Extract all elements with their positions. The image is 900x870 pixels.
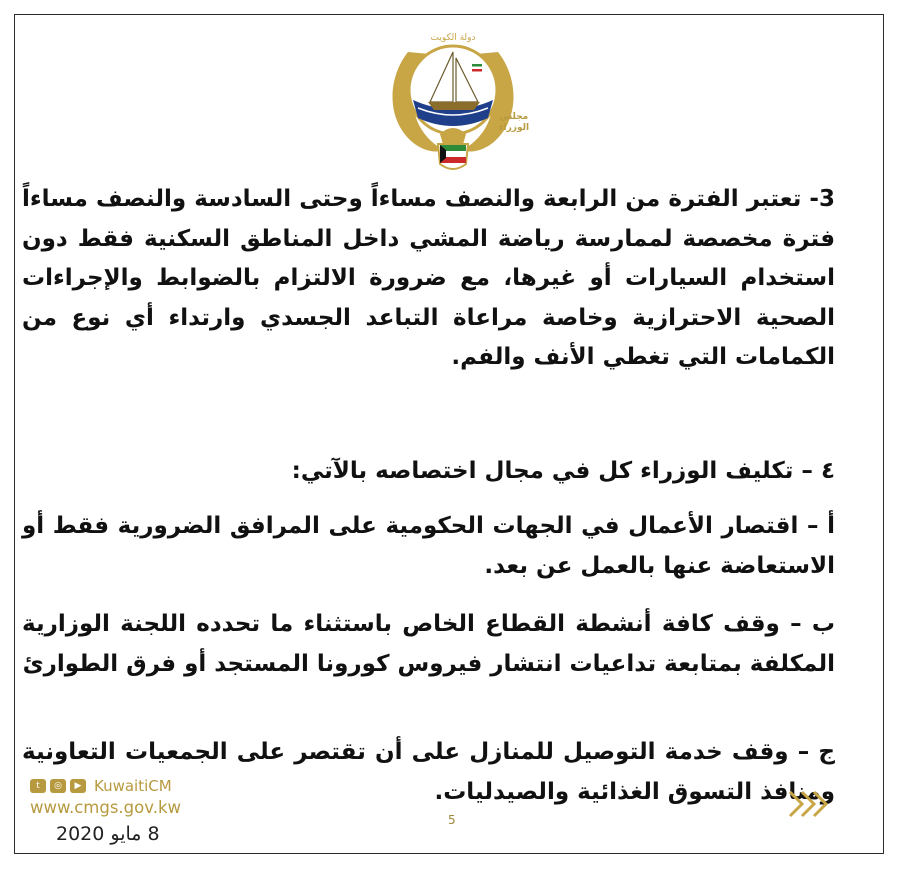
- publish-date: 8 مايو 2020: [56, 823, 160, 845]
- social-links: [30, 775, 220, 797]
- clause-4-item-a: أ – اقتصار الأعمال في الجهات الحكومية على المرافق الضرورية فقط أو الاستعاضة عنها بالعمل عن بعد.: [22, 513, 835, 579]
- twitter-icon[interactable]: t: [30, 779, 46, 793]
- chevrons-icon: [786, 788, 830, 820]
- clause-4-item-b: ب – وقف كافة أنشطة القطاع الخاص باستثناء ما تحدده اللجنة الوزارية المكلفة بمتابعة تداعيات انتشار فيروس كورونا المستجد أو فرق الطوارئ: [22, 611, 835, 677]
- clause-4-heading: ٤ – تكليف الوزراء كل في مجال اختصاصه بالآتي:: [291, 458, 835, 484]
- youtube-icon[interactable]: ▶: [70, 779, 86, 793]
- emblem-top-label: دولة الكويت: [430, 33, 476, 43]
- footer: [30, 775, 220, 845]
- website-link[interactable]: www.cmgs.gov.kw: [30, 798, 182, 817]
- social-handle[interactable]: KuwaitiCM: [94, 777, 172, 795]
- clause-3-paragraph: 3- تعتبر الفترة من الرابعة والنصف مساءاً وحتى السادسة والنصف مساءاً فترة مخصصة لممارسة رياضة المشي داخل المناطق السكنية فقط دون استخدام السيارات أو غيرها، مع ضرورة الالتزام بالضوابط والإجراءات الصحية الاحترازية وخاصة مراعاة التباعد الجسدي وارتداء أي نوع من الكمامات التي تغطي الأنف والفم.: [22, 186, 835, 370]
- emblem-side-label: مجلس الوزراء: [498, 112, 530, 133]
- clause-4-item-c: ج – وقف خدمة التوصيل للمنازل على أن تقتصر على الجمعيات التعاونية ومنافذ التسوق الغذائية والصيدليات.: [22, 739, 835, 805]
- kuwait-emblem-icon: [380, 22, 526, 177]
- instagram-icon[interactable]: ◎: [50, 779, 66, 793]
- page-number: 5: [448, 813, 456, 827]
